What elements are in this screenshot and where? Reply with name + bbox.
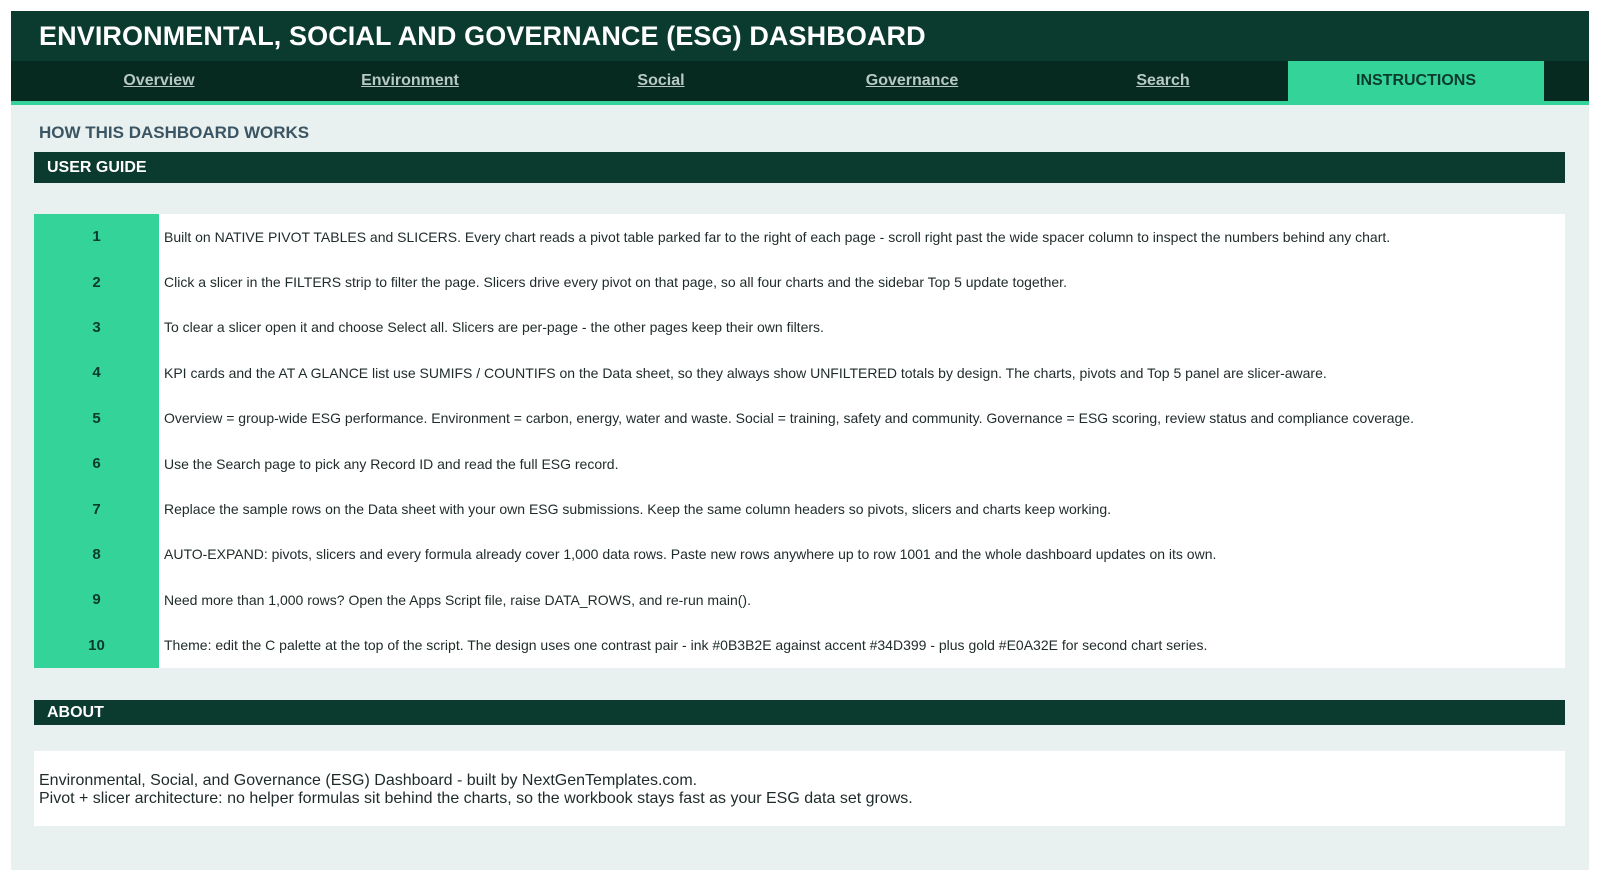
page-heading: HOW THIS DASHBOARD WORKS — [39, 123, 310, 142]
tab-search[interactable]: Search — [1136, 72, 1190, 89]
guide-step-text: Built on NATIVE PIVOT TABLES and SLICERS. Every chart reads a pivot table parked far to the right of each page - scroll right past the wide spacer column to inspect the numbers behind any chart. — [164, 228, 1391, 245]
guide-step-number: 10 — [88, 636, 105, 654]
list-item — [34, 214, 1565, 259]
list-item — [34, 623, 1565, 668]
list-item — [34, 577, 1565, 622]
nav-accent-line — [11, 101, 1589, 105]
guide-step-number: 9 — [92, 591, 101, 609]
guide-step-text: AUTO-EXPAND: pivots, slicers and every formula already cover 1,000 data rows. Paste new rows anywhere up to row 1001 and the whole dashboard updates on its own. — [164, 546, 1217, 563]
list-item — [34, 350, 1565, 395]
tab-environment[interactable]: Environment — [361, 72, 459, 89]
about-line-1: Environmental, Social, and Governance (ESG) Dashboard - built by NextGenTemplates.com. — [39, 772, 698, 789]
guide-step-text: Need more than 1,000 rows? Open the Apps Script file, raise DATA_ROWS, and re-run main(). — [164, 591, 751, 608]
about-line-2: Pivot + slicer architecture: no helper formulas sit behind the charts, so the workbook stays fast as your ESG data set grows. — [39, 790, 913, 807]
guide-step-text: KPI cards and the AT A GLANCE list use SUMIFS / COUNTIFS on the Data sheet, so they always show UNFILTERED totals by design. The charts, pivots and Top 5 panel are slicer-aware. — [164, 364, 1327, 381]
tab-governance[interactable]: Governance — [865, 72, 959, 89]
about-panel — [34, 751, 1565, 826]
guide-step-text: Theme: edit the C palette at the top of the script. The design uses one contrast pair - ink #0B3B2E against accent #34D399 - plus gold #E0A32E for second chart series. — [164, 637, 1208, 654]
guide-step-text: Click a slicer in the FILTERS strip to filter the page. Slicers drive every pivot on that page, so all four charts and the sidebar Top 5 update together. — [164, 274, 1067, 291]
nav-bar — [11, 61, 1589, 101]
guide-step-number: 2 — [92, 273, 101, 291]
tab-social[interactable]: Social — [637, 72, 685, 89]
user-guide-header: USER GUIDE — [34, 152, 1565, 183]
dashboard-title: ENVIRONMENTAL, SOCIAL AND GOVERNANCE (ESG) DASHBOARD — [39, 21, 926, 51]
guide-step-number: 6 — [92, 455, 101, 473]
user-guide-list — [34, 214, 1565, 668]
tab-instructions[interactable]: INSTRUCTIONS — [1288, 61, 1544, 101]
tab-overview[interactable]: Overview — [123, 72, 195, 89]
list-item — [34, 259, 1565, 304]
guide-step-number: 3 — [92, 318, 101, 336]
guide-step-number: 5 — [92, 409, 101, 427]
guide-step-number: 1 — [92, 228, 101, 246]
guide-step-number: 4 — [92, 364, 101, 382]
about-header: ABOUT — [34, 700, 1565, 725]
guide-step-text: Replace the sample rows on the Data sheet with your own ESG submissions. Keep the same column headers so pivots, slicers and charts keep working. — [164, 501, 1112, 518]
list-item — [34, 396, 1565, 441]
dashboard-sheet — [11, 11, 1589, 870]
guide-step-number: 8 — [92, 545, 101, 563]
dashboard-header — [11, 11, 1589, 61]
list-item — [34, 532, 1565, 577]
guide-step-text: To clear a slicer open it and choose Select all. Slicers are per-page - the other pages keep their own filters. — [164, 319, 824, 336]
list-item — [34, 305, 1565, 350]
guide-step-number: 7 — [92, 500, 101, 518]
list-item — [34, 486, 1565, 531]
guide-step-text: Overview = group-wide ESG performance. Environment = carbon, energy, water and waste. Social = training, safety and community. Governance = ESG scoring, review status and compliance coverage. — [164, 410, 1414, 427]
list-item — [34, 441, 1565, 486]
guide-step-text: Use the Search page to pick any Record ID and read the full ESG record. — [164, 455, 619, 472]
